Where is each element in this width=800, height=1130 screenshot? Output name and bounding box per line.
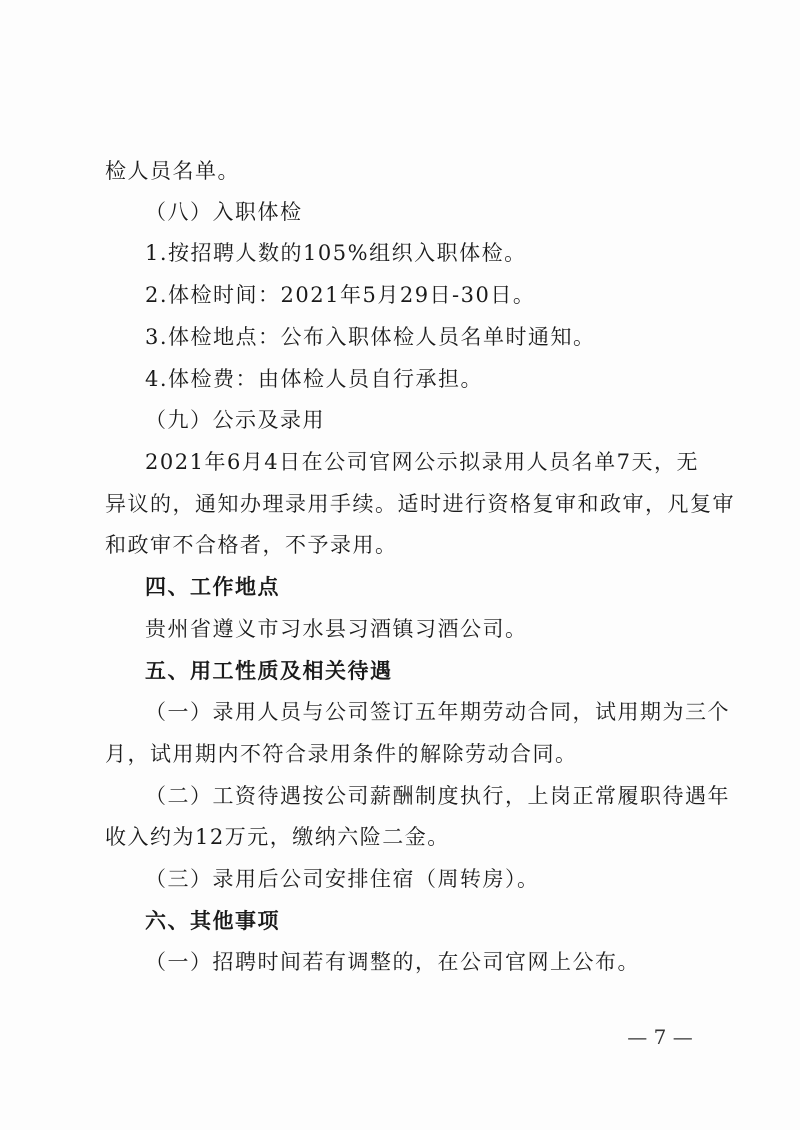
list-item: 4.体检费：由体检人员自行承担。 xyxy=(145,367,484,391)
list-item: 1.按招聘人数的105%组织入职体检。 xyxy=(145,241,527,265)
section-heading-other-matters: 六、其他事项 xyxy=(145,909,280,933)
page-number: — 7 — xyxy=(627,1025,693,1049)
paragraph-line: 2021年6月4日在公司官网公示拟录用人员名单7天，无 xyxy=(145,450,700,474)
paragraph-line: 贵州省遵义市习水县习酒镇习酒公司。 xyxy=(145,617,528,641)
paragraph-line: （一）录用人员与公司签订五年期劳动合同，试用期为三个 xyxy=(145,700,730,724)
paragraph-line: 和政审不合格者，不予录用。 xyxy=(105,533,398,557)
paragraph-line: 异议的，通知办理录用手续。适时进行资格复审和政审，凡复审 xyxy=(105,492,735,516)
section-heading-employment: 五、用工性质及相关待遇 xyxy=(145,659,393,683)
paragraph-line: （二）工资待遇按公司薪酬制度执行，上岗正常履职待遇年 xyxy=(145,784,730,808)
paragraph-line: 收入约为12万元，缴纳六险二金。 xyxy=(105,825,450,849)
paragraph-line: 月，试用期内不符合录用条件的解除劳动合同。 xyxy=(105,742,578,766)
list-item: 3.体检地点：公布入职体检人员名单时通知。 xyxy=(145,325,596,349)
subsection-heading-publicity: （九）公示及录用 xyxy=(145,408,325,432)
paragraph-line: （三）录用后公司安排住宿（周转房）。 xyxy=(145,867,540,891)
paragraph-continuation: 检人员名单。 xyxy=(105,159,240,183)
subsection-heading-medical-exam: （八）入职体检 xyxy=(145,200,303,224)
paragraph-line: （一）招聘时间若有调整的，在公司官网上公布。 xyxy=(145,950,640,974)
section-heading-work-location: 四、工作地点 xyxy=(145,575,280,599)
list-item: 2.体检时间：2021年5月29日-30日。 xyxy=(145,283,536,307)
